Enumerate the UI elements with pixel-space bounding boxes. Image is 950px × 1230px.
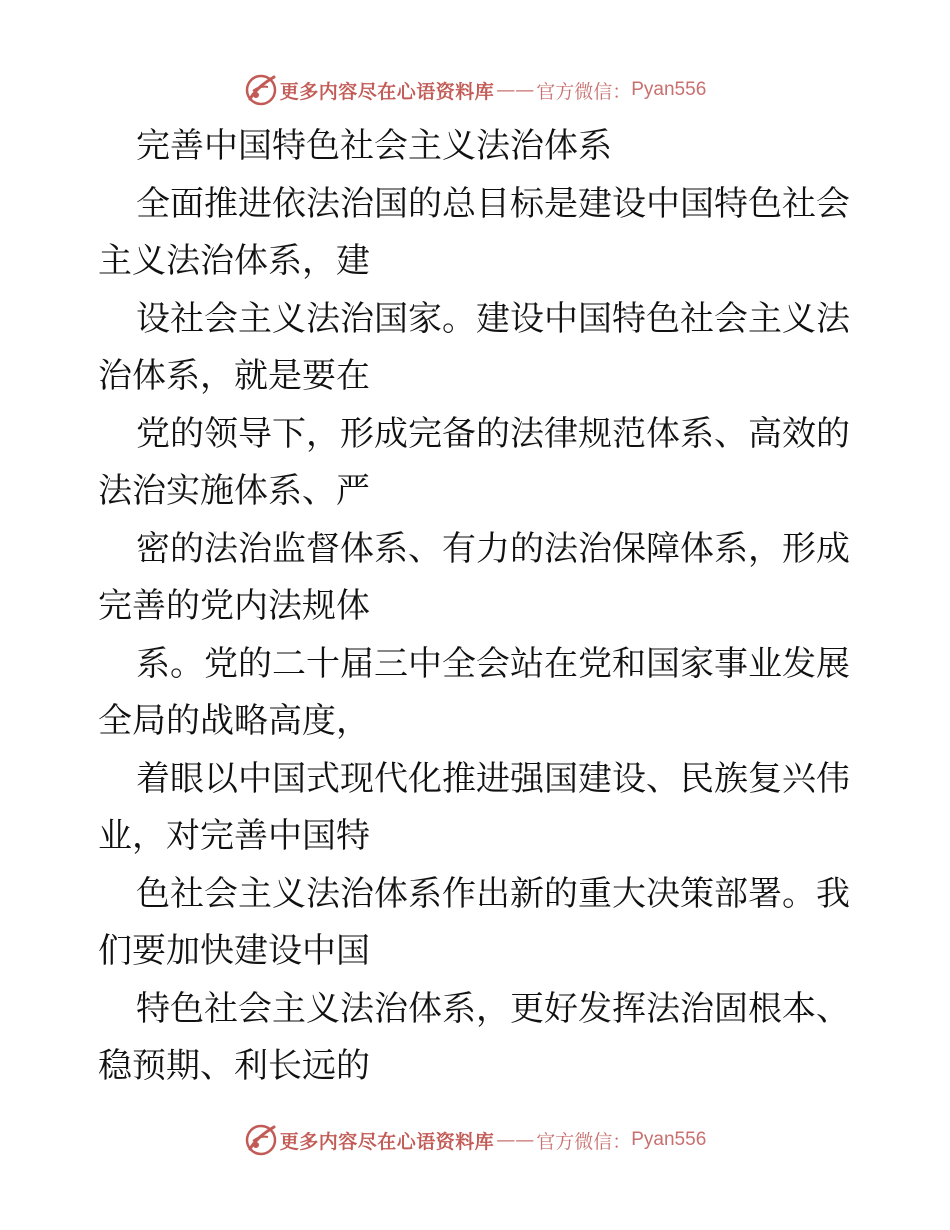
paragraph-line: 设社会主义法治国家。建设中国特色社会主义法 — [136, 298, 850, 339]
footer-brand-text: 更多内容尽在心语资料库 — [279, 1130, 495, 1153]
paragraph-line: 特色社会主义法治体系，更好发挥法治固根本、 — [136, 988, 850, 1029]
document-title: 完善中国特色社会主义法治体系 — [136, 126, 612, 166]
header-official-label: 官方微信： — [536, 80, 632, 103]
paragraph-line: 业，对完善中国特 — [98, 816, 370, 856]
footer-separator: —— — [496, 1129, 535, 1151]
paragraph-line: 主义法治体系，建 — [98, 241, 370, 281]
footer-wechat-id: Pyan556 — [631, 1129, 707, 1150]
paragraph-line: 党的领导下，形成完备的法律规范体系、高效的 — [136, 413, 850, 454]
paragraph-line: 们要加快建设中国 — [98, 931, 370, 971]
paragraph-line: 稳预期、利长远的 — [98, 1046, 370, 1086]
paragraph-line: 完善的党内法规体 — [98, 586, 370, 626]
paragraph-line: 色社会主义法治体系作出新的重大决策部署。我 — [136, 873, 850, 914]
header-brand-text: 更多内容尽在心语资料库 — [279, 80, 495, 103]
paragraph-line: 全局的战略高度， — [98, 701, 370, 741]
paragraph-line: 着眼以中国式现代化推进强国建设、民族复兴伟 — [136, 758, 850, 799]
footer-official-label: 官方微信： — [536, 1130, 632, 1153]
paragraph-line: 法治实施体系、严 — [98, 471, 370, 511]
paragraph-line: 全面推进依法治国的总目标是建设中国特色社会 — [136, 183, 850, 224]
footer-watermark — [0, 1120, 950, 1160]
pen-logo-icon — [244, 73, 278, 107]
header-watermark — [0, 70, 950, 110]
pen-logo-icon — [244, 1123, 278, 1157]
paragraph-line: 密的法治监督体系、有力的法治保障体系，形成 — [136, 528, 850, 569]
paragraph-line: 治体系，就是要在 — [98, 356, 370, 396]
paragraph-line: 系。党的二十届三中全会站在党和国家事业发展 — [136, 643, 850, 684]
header-wechat-id: Pyan556 — [631, 79, 707, 100]
document-body — [98, 118, 858, 1096]
header-separator: —— — [496, 79, 535, 101]
